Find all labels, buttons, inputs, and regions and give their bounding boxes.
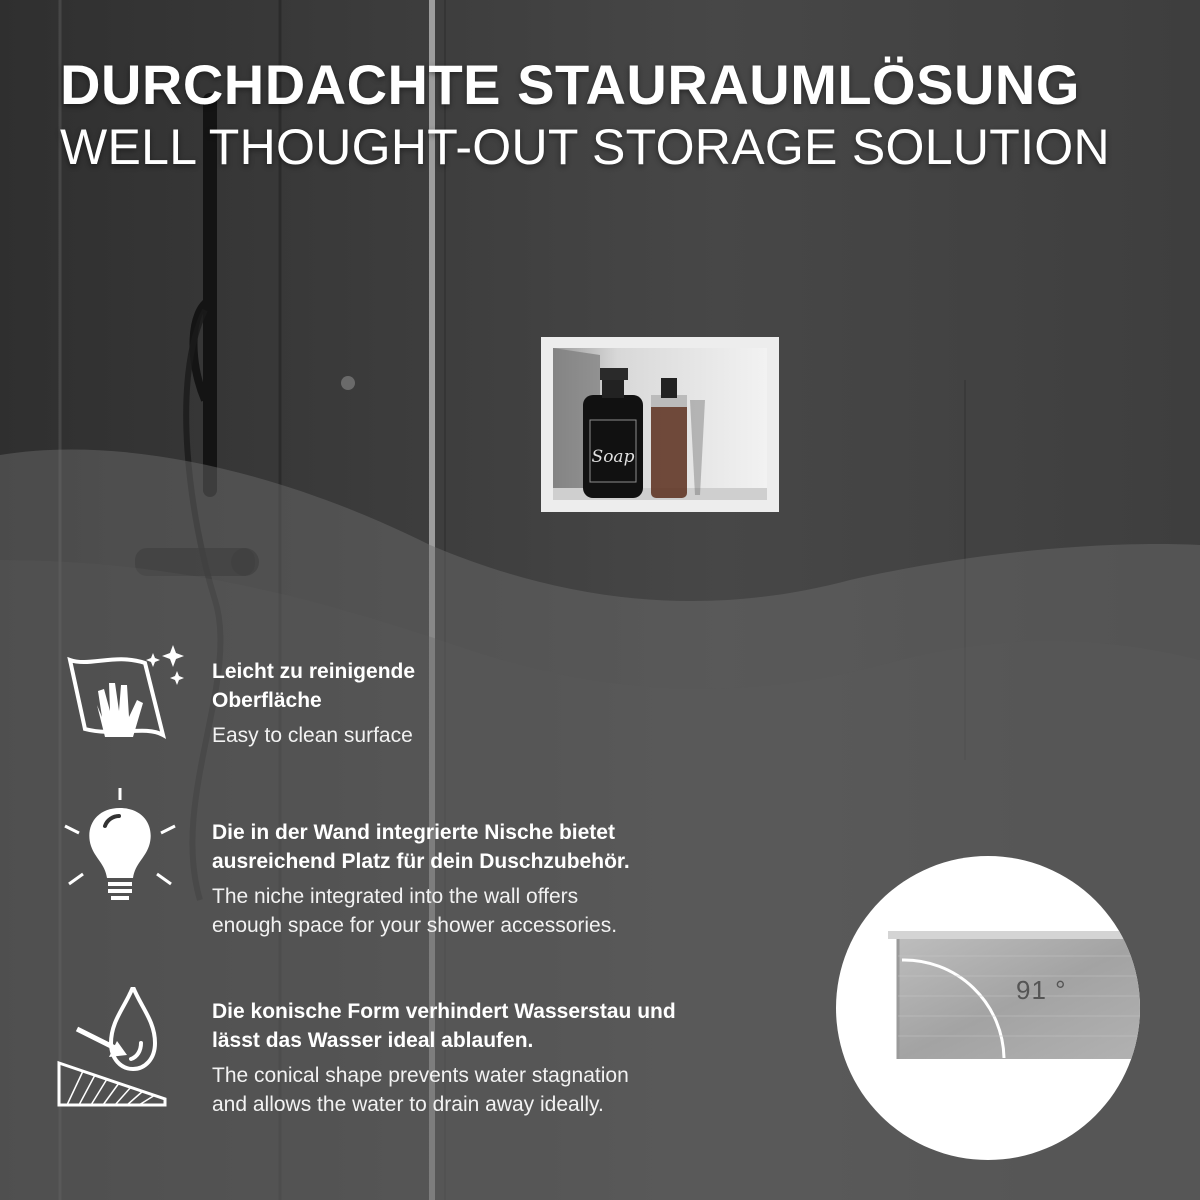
feature-text-en: Easy to clean surface <box>212 724 413 747</box>
cleaning-cloth-icon <box>55 645 185 775</box>
feature-text-en: The niche integrated into the wall offers enough space for your shower accessories. <box>212 885 618 937</box>
brushed-steel-profile <box>836 856 1140 1160</box>
main-title-german: DURCHDACHTE STAURAUMLÖSUNG <box>60 53 1080 116</box>
water-drain-icon <box>55 987 185 1117</box>
soap-bottle-label: Soap <box>591 447 635 467</box>
feature-title-de: Die in der Wand integrierte Nische bietet ausreichend Platz für dein Duschzubehör. <box>212 821 630 873</box>
feature-title-de: Leicht zu reinigende Oberfläche <box>212 660 416 712</box>
feature-title-de: Die konische Form verhindert Wasserstau und lässt das Wasser ideal ablaufen. <box>212 1000 676 1052</box>
feature-text-en: The conical shape prevents water stagnation and allows the water to drain away ideally. <box>212 1064 629 1116</box>
light-bulb-icon <box>55 786 185 916</box>
angle-label: 91 ° <box>1016 975 1067 1005</box>
main-title-english: WELL THOUGHT-OUT STORAGE SOLUTION <box>60 119 1110 175</box>
angle-detail-circle <box>836 856 1140 1160</box>
